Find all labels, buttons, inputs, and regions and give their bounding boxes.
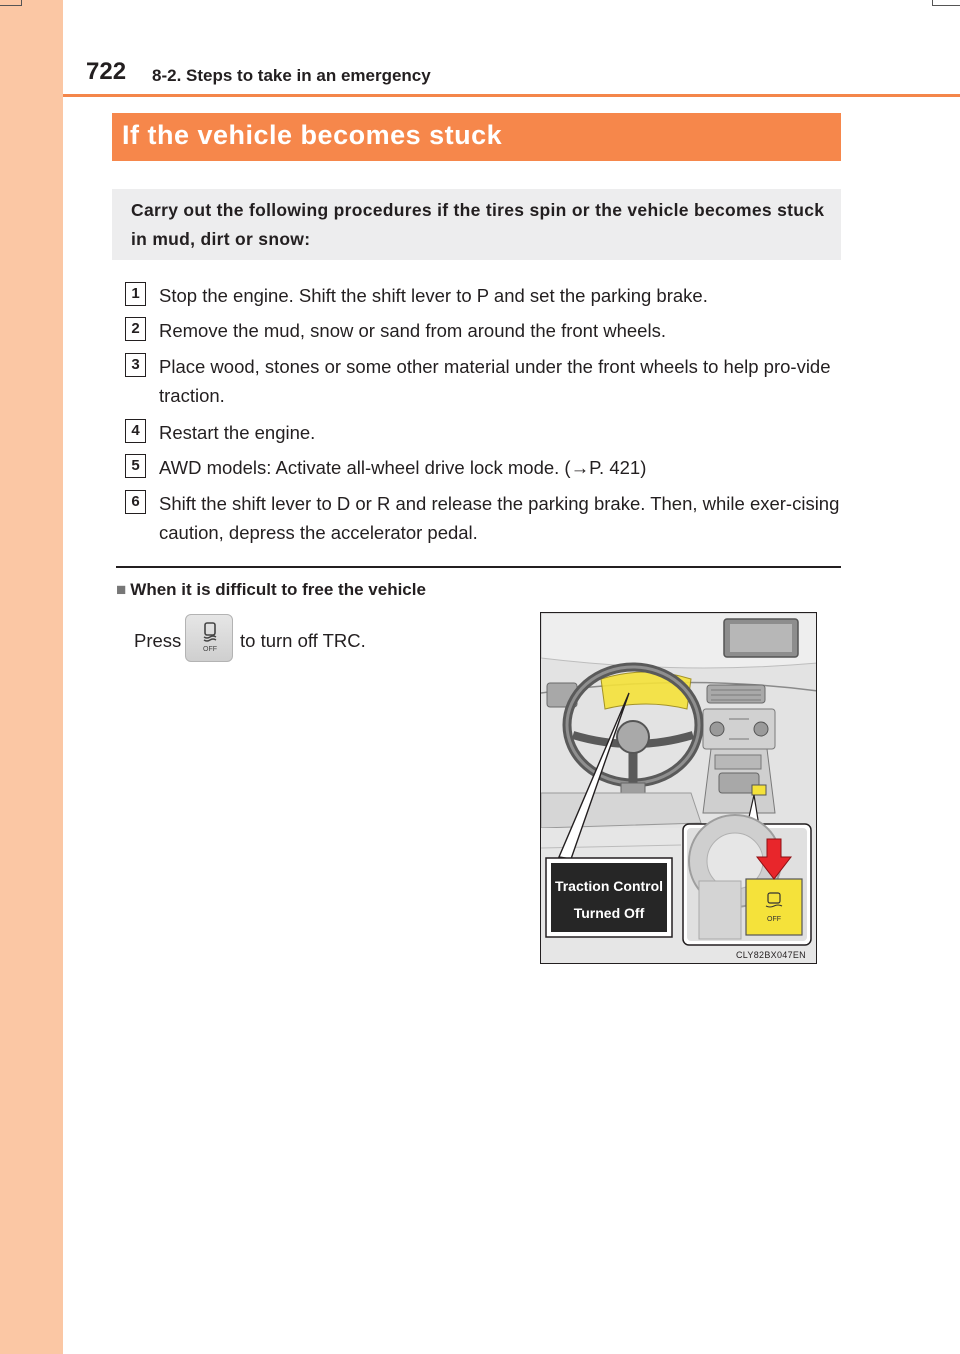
crop-mark-top-right bbox=[932, 0, 960, 6]
header-rule bbox=[63, 94, 960, 97]
multi-info-display bbox=[551, 863, 667, 932]
step-number: 4 bbox=[125, 419, 146, 443]
press-suffix: to turn off TRC. bbox=[240, 630, 366, 651]
intro-box bbox=[112, 189, 841, 260]
subsection-heading bbox=[116, 580, 426, 600]
dashboard-drawing bbox=[541, 613, 817, 964]
step-number: 2 bbox=[125, 317, 146, 341]
intro-text: Carry out the following procedures if the tires spin or the vehicle becomes stuck in mud, dirt or snow: bbox=[131, 200, 825, 249]
section-header: 8-2. Steps to take in an emergency bbox=[152, 66, 431, 85]
title-bar bbox=[112, 113, 841, 161]
display-message-line1: Traction Control bbox=[554, 878, 664, 894]
square-bullet-icon: ■ bbox=[116, 580, 127, 599]
step-text: Shift the shift lever to D or R and release the parking brake. Then, while exer-cising caution, depress the accelerator pedal. bbox=[159, 493, 840, 543]
page-number: 722 bbox=[86, 58, 127, 85]
trc-off-switch-icon bbox=[185, 614, 233, 662]
step-number: 6 bbox=[125, 490, 146, 514]
dashboard-illustration bbox=[540, 612, 817, 964]
trc-off-label: OFF bbox=[203, 646, 217, 653]
subsection-heading-text: When it is difficult to free the vehicle bbox=[130, 580, 426, 599]
step-number: 5 bbox=[125, 454, 146, 478]
step-text: Place wood, stones or some other material under the front wheels to help pro-vide traction. bbox=[159, 356, 831, 406]
page-title: If the vehicle becomes stuck bbox=[122, 120, 503, 150]
trc-off-symbol bbox=[186, 615, 234, 663]
section-divider bbox=[116, 566, 841, 568]
switch-off-label: OFF bbox=[767, 916, 781, 923]
trc-off-switch-yellow bbox=[746, 879, 802, 935]
crop-mark-top-left bbox=[0, 0, 22, 6]
display-message-line2: Turned Off bbox=[573, 905, 645, 921]
step-number: 3 bbox=[125, 353, 146, 377]
step-text: Stop the engine. Shift the shift lever to P and set the parking brake. bbox=[159, 285, 708, 306]
side-tab-strip bbox=[0, 0, 63, 1354]
step-text: Remove the mud, snow or sand from around the front wheels. bbox=[159, 320, 666, 341]
step-text: Restart the engine. bbox=[159, 422, 316, 443]
press-prefix: Press bbox=[134, 630, 182, 651]
step-text: AWD models: Activate all-wheel drive lock mode. (→P. 421) bbox=[159, 457, 647, 478]
console-switch bbox=[752, 785, 766, 795]
figure-code: CLY82BX047EN bbox=[736, 950, 806, 960]
step-number: 1 bbox=[125, 282, 146, 306]
